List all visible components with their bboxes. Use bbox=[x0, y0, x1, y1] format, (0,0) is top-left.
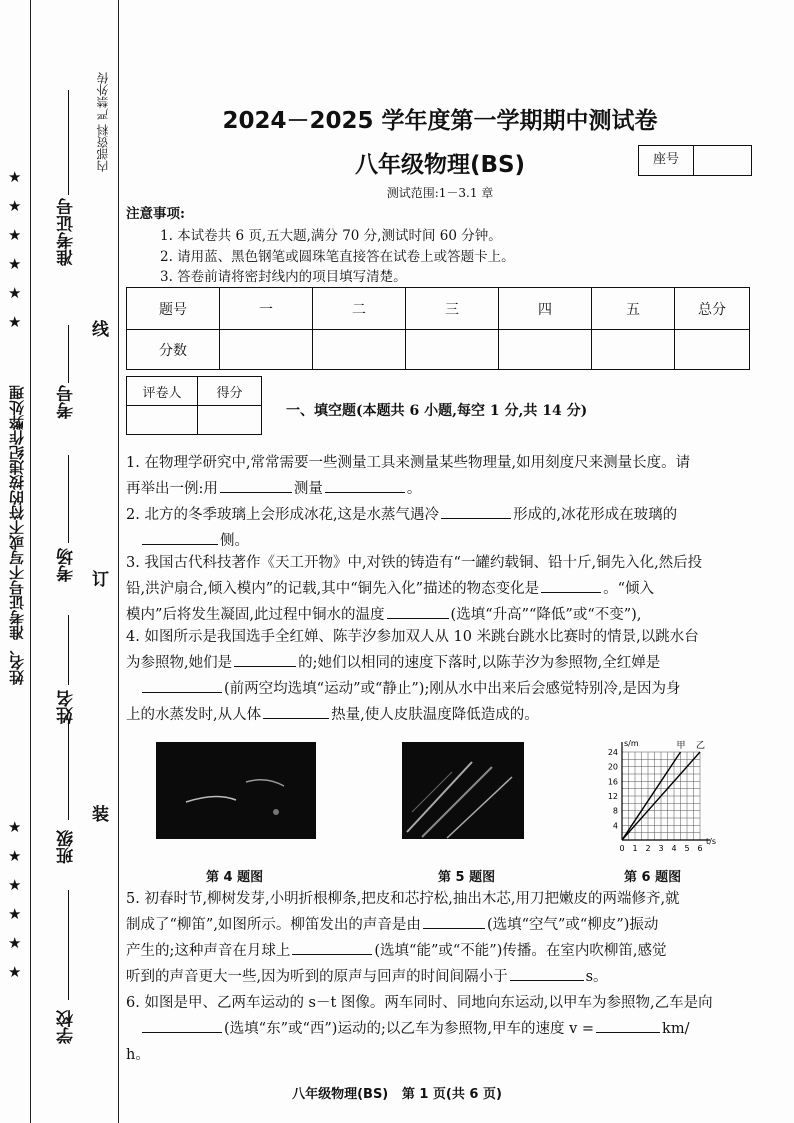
score-header-cell: 三 bbox=[406, 288, 499, 330]
section-heading: 一、填空题(本题共 6 小题,每空 1 分,共 14 分) bbox=[286, 403, 588, 419]
question-text-line: h。 bbox=[126, 1047, 150, 1063]
exam-title: 2024－2025 学年度第一学期期中测试卷 bbox=[222, 108, 658, 134]
score-header-cell: 五 bbox=[592, 288, 675, 330]
x-tick-label: 0 bbox=[619, 844, 625, 852]
y-tick-label: 20 bbox=[607, 762, 618, 772]
score-cell[interactable] bbox=[313, 330, 406, 370]
field-ticket-no-line[interactable] bbox=[68, 90, 69, 195]
seal-fold-char: 装 bbox=[92, 805, 109, 825]
score-header-cell: 总分 bbox=[675, 288, 750, 330]
figure-4-caption: 第 4 题图 bbox=[206, 870, 264, 885]
answer-blank[interactable] bbox=[441, 502, 511, 519]
notice-item: 2. 请用蓝、黑色钢笔或圆珠笔直接答在试卷上或答题卡上。 bbox=[160, 248, 515, 265]
question-text-line: (选填“东”或“西”)运动的;以乙车为参照物,甲车的速度 v = km/ bbox=[126, 1016, 756, 1042]
question-4 bbox=[126, 624, 756, 728]
exam-subject: 八年级物理(BS) bbox=[354, 152, 526, 178]
x-tick-label: 3 bbox=[658, 844, 664, 852]
question-text-line: 制成了“柳笛”,如图所示。柳笛发出的声音是由 (选填“空气”或“柳皮”)振动 bbox=[126, 912, 756, 938]
y-axis-label: s/m bbox=[624, 739, 639, 748]
question-text: 3. 我国古代科技著作《天工开物》中,对铁的铸造有“一罐约载铜、铅十斤,铜先入化,然后投 bbox=[126, 555, 703, 571]
grader-table bbox=[126, 376, 262, 435]
notice-item: 1. 本试卷共 6 页,五大题,满分 70 分,测试时间 60 分钟。 bbox=[160, 228, 502, 244]
score-row-label: 分数 bbox=[127, 330, 220, 370]
question-text-line: 为参照物,她们是 的;她们以相同的速度下落时,以陈芋汐为参照物,全红婵是 bbox=[126, 650, 756, 676]
question-text-line: (前两空均选填“运动”或“静止”);刚从水中出来后会感觉特别冷,是因为身 bbox=[126, 676, 756, 702]
field-label-room: 考场 bbox=[57, 548, 77, 582]
answer-blank[interactable] bbox=[596, 1016, 660, 1033]
y-tick-label: 4 bbox=[612, 821, 618, 831]
seat-label: 座号 bbox=[639, 146, 694, 175]
x-tick-label: 5 bbox=[684, 844, 690, 852]
margin-rule-inner bbox=[118, 0, 119, 1123]
score-cell[interactable] bbox=[198, 406, 262, 435]
answer-blank[interactable] bbox=[234, 650, 296, 667]
question-text: 6. 如图是甲、乙两车运动的 s－t 图像。两车同时、同地向东运动,以甲车为参照物,乙车是向 bbox=[126, 995, 713, 1011]
score-cell[interactable] bbox=[499, 330, 592, 370]
field-label-name: 姓名 bbox=[57, 690, 77, 724]
internal-note: 内部资料 严禁外传 bbox=[96, 72, 110, 172]
stars-bottom: ★ ★ ★ ★ ★ ★ bbox=[8, 818, 22, 981]
margin-rule-outer bbox=[30, 0, 31, 1123]
field-label-school: 学校 bbox=[57, 1010, 77, 1044]
question-text: 5. 初春时节,柳树发芽,小明折根柳条,把皮和芯拧松,抽出木芯,用刀把嫩皮的两端修齐,就 bbox=[126, 891, 680, 907]
y-tick-label: 24 bbox=[607, 748, 618, 757]
answer-blank[interactable] bbox=[292, 938, 372, 955]
y-tick-label: 16 bbox=[607, 777, 618, 787]
score-header-cell: 二 bbox=[313, 288, 406, 330]
question-3 bbox=[126, 550, 756, 628]
question-text: 1. 在物理学研究中,常常需要一些测量工具来测量某些物理量,如用刻度尺来测量长度。请 bbox=[126, 455, 691, 471]
question-text-line: 上的水蒸发时,从人体 热量,使人皮肤温度降低造成的。 bbox=[126, 702, 756, 728]
score-header-cell: 题号 bbox=[127, 288, 220, 330]
answer-blank[interactable] bbox=[387, 602, 449, 619]
y-tick-label: 12 bbox=[607, 792, 618, 801]
question-text-line: 侧。 bbox=[126, 528, 756, 554]
question-6 bbox=[126, 990, 756, 1068]
answer-blank[interactable] bbox=[220, 476, 292, 493]
score-cell[interactable] bbox=[675, 330, 750, 370]
notice-item: 3. 答卷前请将密封线内的项目填写清楚。 bbox=[160, 269, 407, 285]
question-1 bbox=[126, 450, 756, 502]
score-cell[interactable] bbox=[592, 330, 675, 370]
score-header-cell: 四 bbox=[499, 288, 592, 330]
test-scope: 测试范围:1－3.1 章 bbox=[386, 186, 494, 200]
answer-blank[interactable] bbox=[142, 676, 222, 693]
question-text-line: 铅,洪沪扇合,倾入模内”的记载,其中“铜先入化”描述的物态变化是 。“倾入 bbox=[126, 576, 756, 602]
answer-blank[interactable] bbox=[423, 912, 485, 929]
notice-heading: 注意事项: bbox=[126, 206, 185, 222]
question-text-line: 产生的;这种声音在月球上 (选填“能”或“不能”)传播。在室内吹柳笛,感觉 bbox=[126, 938, 756, 964]
answer-blank[interactable] bbox=[142, 1016, 222, 1033]
question-text-line: 听到的声音更大一些,因为听到的原声与回声的时间间隔小于 s。 bbox=[126, 964, 756, 990]
diving-photo-art bbox=[156, 742, 316, 839]
question-2 bbox=[126, 502, 756, 554]
seat-input[interactable] bbox=[694, 146, 751, 175]
willow-flute-photo bbox=[402, 742, 524, 839]
seat-number-box bbox=[638, 145, 752, 176]
score-cell[interactable] bbox=[406, 330, 499, 370]
field-exam-no-line[interactable] bbox=[68, 325, 69, 383]
score-cell[interactable] bbox=[220, 330, 313, 370]
figure-6-caption: 第 6 题图 bbox=[624, 870, 682, 885]
answer-blank[interactable] bbox=[325, 476, 405, 493]
seal-line-char: 线 bbox=[92, 320, 109, 340]
st-chart bbox=[600, 730, 720, 852]
margin-warning: 姓名、准考证号不写或不符的按违纪作弊处理 bbox=[8, 385, 26, 685]
answer-blank[interactable] bbox=[510, 964, 584, 981]
seal-bind-char: 订 bbox=[92, 570, 109, 590]
x-axis-label: t/s bbox=[706, 837, 716, 846]
x-tick-label: 2 bbox=[645, 844, 651, 852]
page-footer: 八年级物理(BS) 第 1 页(共 6 页) bbox=[292, 1087, 502, 1102]
field-room-line[interactable] bbox=[68, 455, 69, 543]
field-label-ticket-no: 准考证号 bbox=[57, 198, 77, 266]
field-label-exam-no: 考号 bbox=[57, 385, 77, 419]
question-5 bbox=[126, 886, 756, 990]
question-text-line: 2. 北方的冬季玻璃上会形成冰花,这是水蒸气遇冷 形成的,冰花形成在玻璃的 bbox=[126, 502, 756, 528]
grader-label: 评卷人 bbox=[127, 377, 198, 406]
answer-blank[interactable] bbox=[263, 702, 329, 719]
stars-top: ★ ★ ★ ★ ★ ★ bbox=[8, 168, 22, 331]
field-class-line[interactable] bbox=[68, 720, 69, 820]
diving-photo bbox=[156, 742, 316, 839]
field-name-line[interactable] bbox=[68, 615, 69, 685]
field-label-class: 班级 bbox=[57, 830, 77, 864]
series-label: 甲 bbox=[676, 741, 686, 751]
figure-5-caption: 第 5 题图 bbox=[438, 870, 496, 885]
series-label: 乙 bbox=[696, 741, 706, 751]
x-tick-label: 6 bbox=[697, 844, 703, 852]
grader-cell[interactable] bbox=[127, 406, 198, 435]
willow-flute-art bbox=[402, 742, 524, 839]
score-label: 得分 bbox=[198, 377, 262, 406]
score-table bbox=[126, 287, 750, 370]
x-tick-label: 4 bbox=[671, 844, 677, 852]
question-text: 4. 如图所示是我国选手全红婵、陈芋汐参加双人从 10 米跳台跳水比赛时的情景,以跳水台 bbox=[126, 629, 699, 645]
x-tick-label: 1 bbox=[632, 844, 638, 852]
y-tick-label: 8 bbox=[612, 806, 618, 816]
answer-blank[interactable] bbox=[541, 576, 601, 593]
question-text-line: 再举出一例:用 测量 。 bbox=[126, 476, 756, 502]
question-text-line: 模内”后将发生凝固,此过程中铜水的温度 (选填“升高”“降低”或“不变”), bbox=[126, 602, 756, 628]
score-header-cell: 一 bbox=[220, 288, 313, 330]
notice-list bbox=[160, 226, 515, 288]
answer-blank[interactable] bbox=[142, 528, 218, 545]
field-school-line[interactable] bbox=[68, 890, 69, 1000]
